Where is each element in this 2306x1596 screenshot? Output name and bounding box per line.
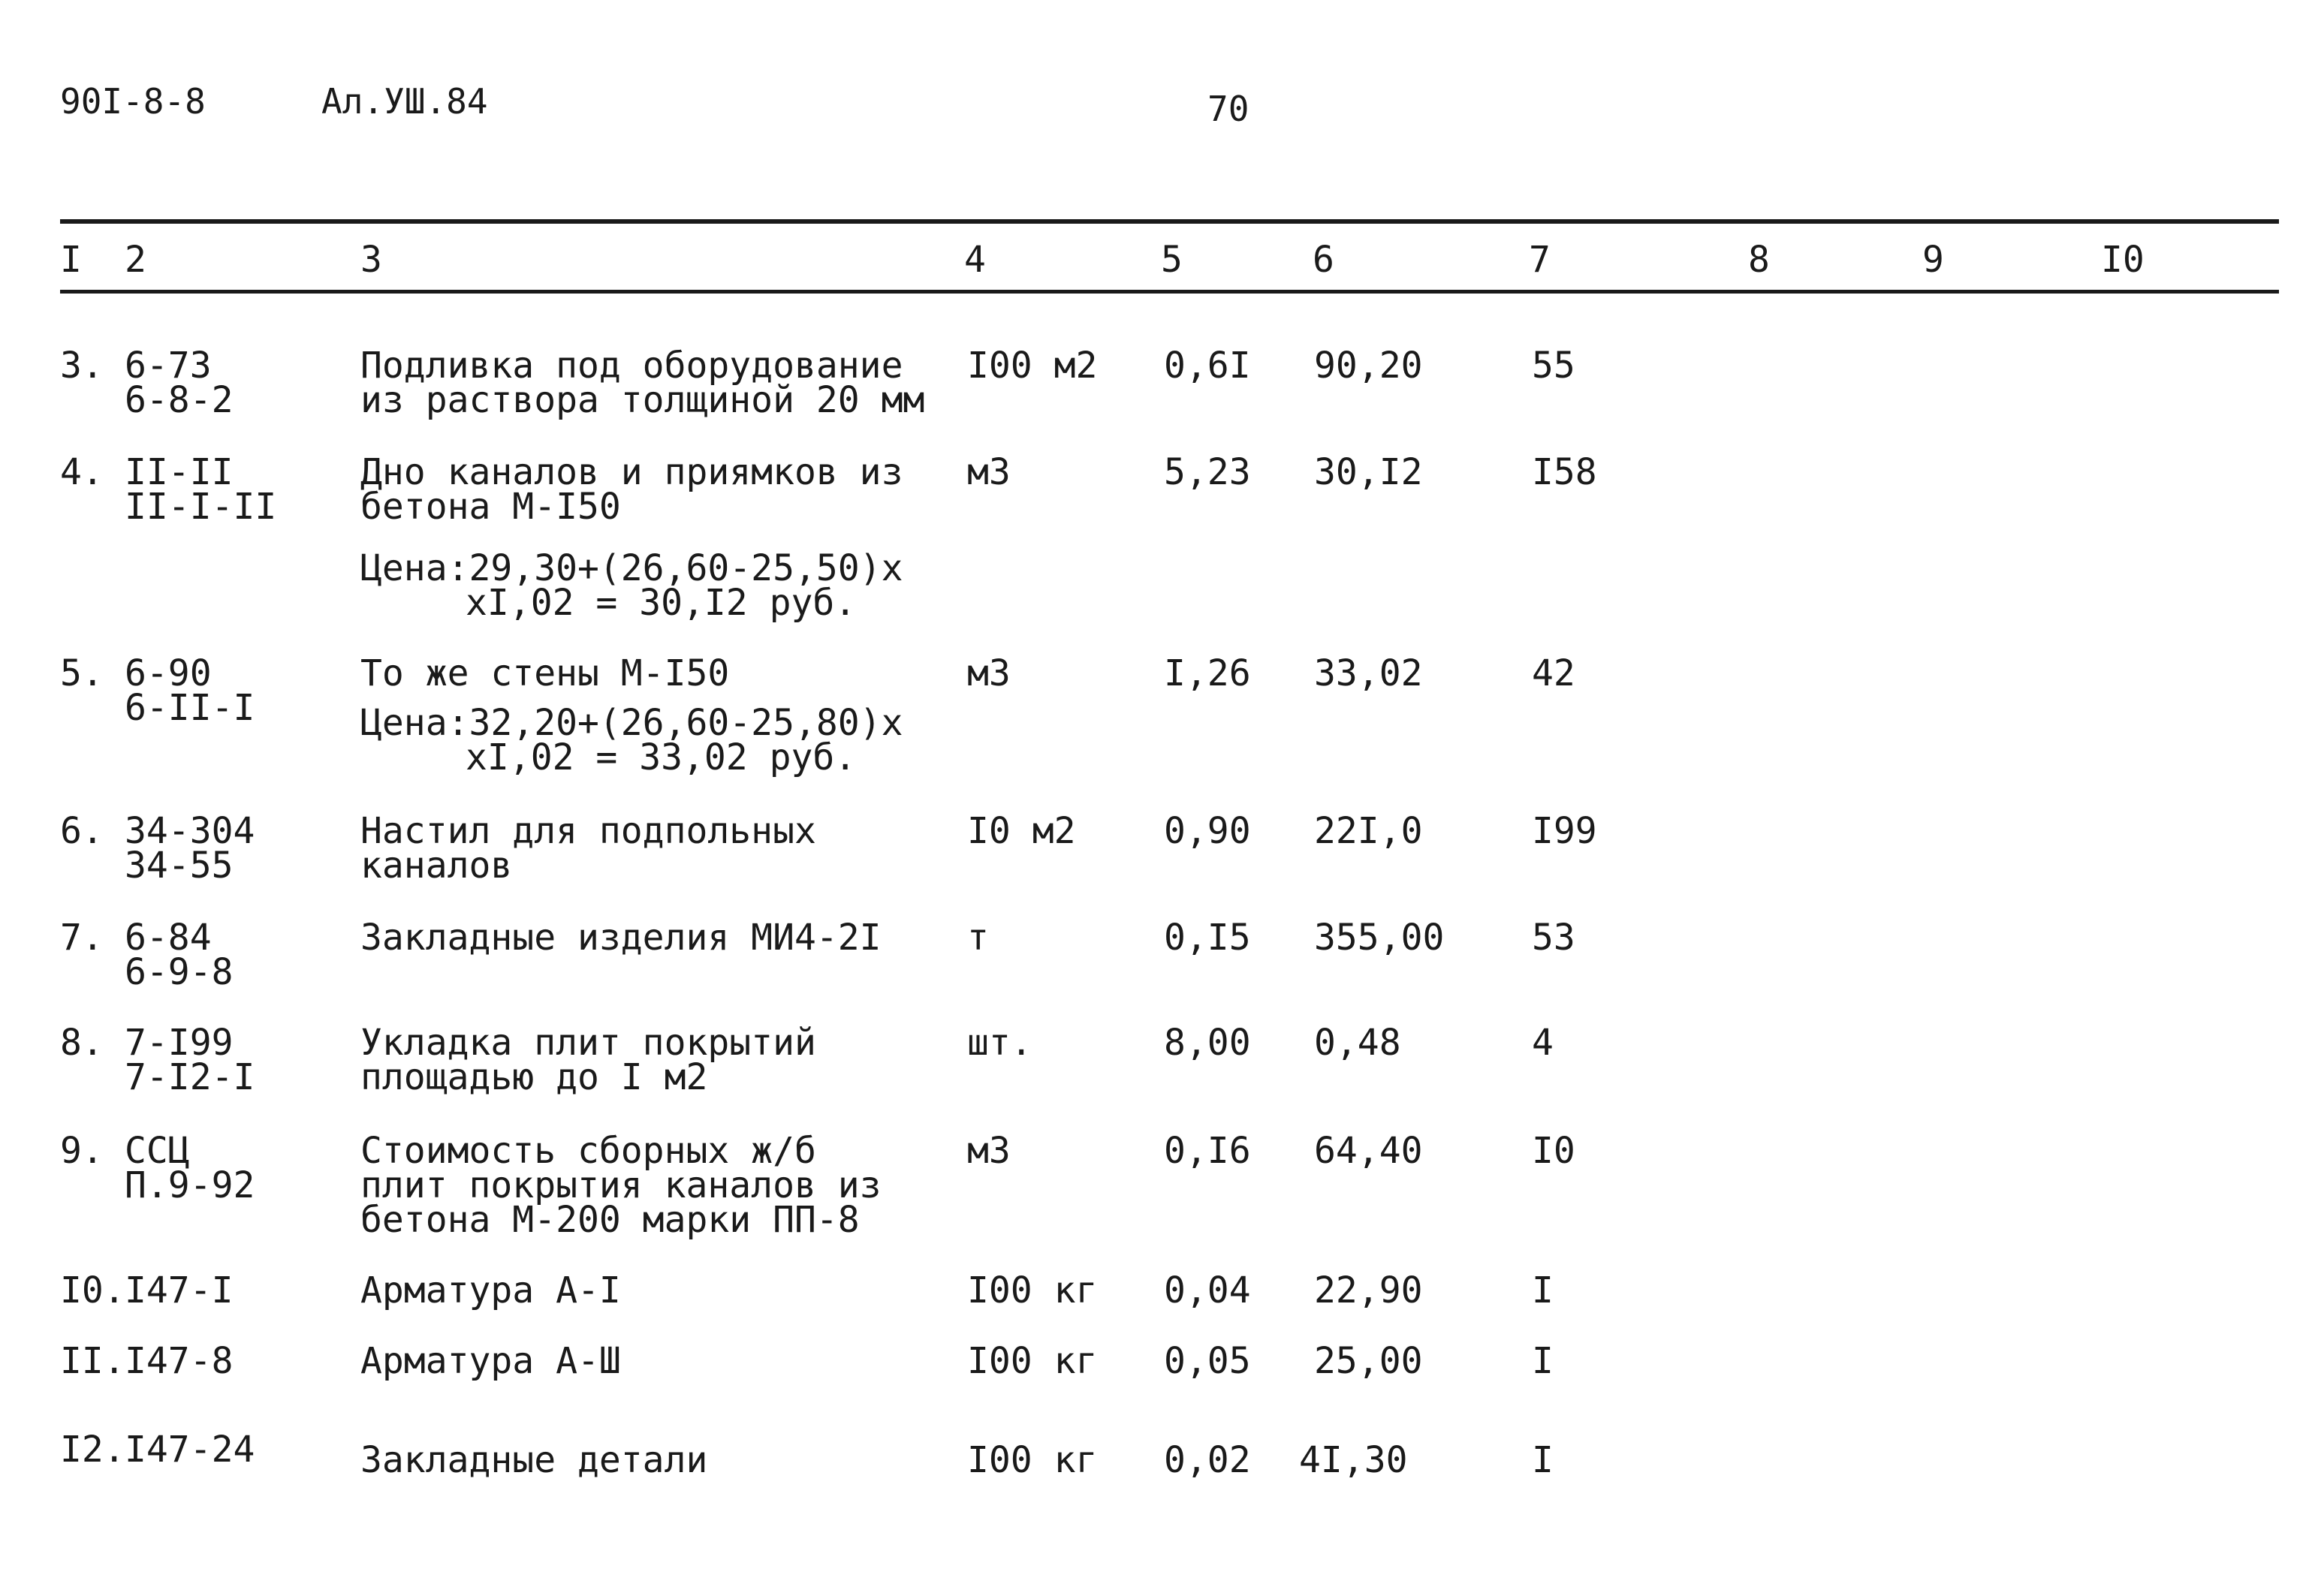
row-total: 42 bbox=[1532, 652, 1575, 694]
row-unit: шт. bbox=[967, 1022, 1032, 1064]
row-total: 4 bbox=[1532, 1022, 1554, 1064]
row-description bbox=[360, 345, 925, 421]
row-unit: м3 bbox=[967, 451, 1011, 493]
row-code: 6-84 bbox=[125, 917, 212, 959]
row-code: I47-8 bbox=[125, 1340, 234, 1382]
row-unit: м3 bbox=[967, 652, 1011, 694]
desc-line: Подливка под оборудование bbox=[360, 345, 903, 387]
col-head-5: 5 bbox=[1161, 239, 1183, 281]
row-total: I58 bbox=[1532, 451, 1597, 493]
row-codes bbox=[125, 345, 234, 421]
page-number: 70 bbox=[1207, 89, 1249, 129]
row-total: 53 bbox=[1532, 917, 1575, 959]
row-index: 8. bbox=[60, 1022, 104, 1064]
row-index: 3. bbox=[60, 345, 104, 387]
row-unit: I00 кг bbox=[967, 1269, 1098, 1311]
row-price: 25,00 bbox=[1314, 1340, 1423, 1382]
desc-line: Закладные детали bbox=[360, 1439, 708, 1481]
row-index: 4. bbox=[60, 451, 104, 493]
row-codes bbox=[125, 1022, 255, 1098]
row-quantity: 0,6I bbox=[1164, 345, 1251, 387]
row-code: I47-I bbox=[125, 1269, 234, 1311]
row-total: I0 bbox=[1532, 1130, 1575, 1172]
row-code: 7-I2-I bbox=[125, 1056, 255, 1098]
row-price: 22I,0 bbox=[1314, 810, 1423, 852]
row-codes bbox=[125, 1429, 255, 1471]
row-unit: м3 bbox=[967, 1130, 1011, 1172]
col-head-7: 7 bbox=[1529, 239, 1551, 281]
row-description bbox=[360, 1022, 816, 1098]
row-index: I2. bbox=[60, 1429, 125, 1471]
desc-line: Закладные изделия МИ4-2I bbox=[360, 917, 882, 959]
col-head-2: 2 bbox=[125, 239, 146, 281]
row-quantity: 8,00 bbox=[1164, 1022, 1251, 1064]
note-line: Цена:29,30+(26,60-25,50)х bbox=[360, 547, 903, 589]
row-index: I0. bbox=[60, 1269, 125, 1311]
row-total: 55 bbox=[1532, 345, 1575, 387]
row-index: 9. bbox=[60, 1130, 104, 1172]
desc-line: Стоимость сборных ж/б bbox=[360, 1130, 816, 1172]
row-codes bbox=[125, 1269, 234, 1311]
row-code: 6-8-2 bbox=[125, 379, 234, 421]
col-head-3: 3 bbox=[360, 239, 382, 281]
row-code: ССЦ bbox=[125, 1130, 190, 1172]
desc-line: Дно каналов и приямков из bbox=[360, 451, 903, 493]
note-line: хI,02 = 30,I2 руб. bbox=[466, 582, 857, 624]
col-head-6: 6 bbox=[1313, 239, 1334, 281]
col-head-1: I bbox=[60, 239, 82, 281]
note-line: хI,02 = 33,02 руб. bbox=[466, 736, 857, 778]
row-description bbox=[360, 1340, 621, 1382]
desc-line: каналов bbox=[360, 845, 513, 887]
row-price-note bbox=[360, 702, 903, 778]
row-quantity: 0,I6 bbox=[1164, 1130, 1251, 1172]
row-codes bbox=[125, 1130, 255, 1206]
row-quantity: 0,02 bbox=[1164, 1439, 1251, 1481]
desc-line: из раствора толщиной 20 мм bbox=[360, 379, 925, 421]
row-index: 5. bbox=[60, 652, 104, 694]
row-price: 355,00 bbox=[1314, 917, 1445, 959]
row-price: 33,02 bbox=[1314, 652, 1423, 694]
desc-line: То же стены М-I50 bbox=[360, 652, 730, 694]
row-code: 34-304 bbox=[125, 810, 255, 852]
row-codes bbox=[125, 652, 255, 729]
row-unit: т bbox=[967, 917, 989, 959]
desc-line: Укладка плит покрытий bbox=[360, 1022, 816, 1064]
col-head-8: 8 bbox=[1748, 239, 1770, 281]
row-code: 7-I99 bbox=[125, 1022, 234, 1064]
row-code: 6-73 bbox=[125, 345, 212, 387]
row-price: 64,40 bbox=[1314, 1130, 1423, 1172]
note-line: Цена:32,20+(26,60-25,80)х bbox=[360, 702, 903, 744]
row-description bbox=[360, 1439, 708, 1481]
row-codes bbox=[125, 917, 234, 993]
album-code: Ал.УШ.84 bbox=[321, 81, 488, 122]
row-index: 7. bbox=[60, 917, 104, 959]
row-quantity: I,26 bbox=[1164, 652, 1251, 694]
row-unit: I00 м2 bbox=[967, 345, 1098, 387]
desc-line: плит покрытия каналов из bbox=[360, 1164, 882, 1206]
row-unit: I00 кг bbox=[967, 1439, 1098, 1481]
row-quantity: 0,I5 bbox=[1164, 917, 1251, 959]
row-code: П.9-92 bbox=[125, 1164, 255, 1206]
row-description bbox=[360, 652, 730, 694]
desc-line: бетона М-200 марки ПП-8 bbox=[360, 1199, 860, 1241]
table-top-rule bbox=[60, 219, 2279, 224]
row-price: 30,I2 bbox=[1314, 451, 1423, 493]
row-unit: I00 кг bbox=[967, 1340, 1098, 1382]
col-head-9: 9 bbox=[1922, 239, 1944, 281]
row-total: I bbox=[1532, 1340, 1554, 1382]
row-quantity: 0,05 bbox=[1164, 1340, 1251, 1382]
row-description bbox=[360, 451, 903, 528]
row-index: 6. bbox=[60, 810, 104, 852]
row-total: I bbox=[1532, 1269, 1554, 1311]
col-head-10: I0 bbox=[2101, 239, 2145, 281]
desc-line: Арматура А-I bbox=[360, 1269, 621, 1311]
row-code: 6-9-8 bbox=[125, 951, 234, 993]
row-unit: I0 м2 bbox=[967, 810, 1076, 852]
row-total: I99 bbox=[1532, 810, 1597, 852]
row-quantity: 5,23 bbox=[1164, 451, 1251, 493]
row-price: 4I,30 bbox=[1299, 1439, 1408, 1481]
desc-line: Арматура А-Ш bbox=[360, 1340, 621, 1382]
doc-code: 90I-8-8 bbox=[60, 81, 206, 122]
row-price-note bbox=[360, 547, 903, 624]
row-description bbox=[360, 917, 882, 959]
desc-line: площадью до I м2 bbox=[360, 1056, 708, 1098]
row-codes bbox=[125, 451, 277, 528]
row-code: I47-24 bbox=[125, 1429, 255, 1471]
row-quantity: 0,04 bbox=[1164, 1269, 1251, 1311]
row-quantity: 0,90 bbox=[1164, 810, 1251, 852]
row-code: II-II bbox=[125, 451, 234, 493]
row-description bbox=[360, 1130, 882, 1241]
row-code: II-I-II bbox=[125, 486, 277, 528]
col-head-4: 4 bbox=[964, 239, 986, 281]
row-price: 22,90 bbox=[1314, 1269, 1423, 1311]
row-price: 90,20 bbox=[1314, 345, 1423, 387]
row-total: I bbox=[1532, 1439, 1554, 1481]
row-code: 6-90 bbox=[125, 652, 212, 694]
row-description bbox=[360, 1269, 621, 1311]
desc-line: Настил для подпольных bbox=[360, 810, 816, 852]
desc-line: бетона М-I50 bbox=[360, 486, 621, 528]
table-header-rule bbox=[60, 290, 2279, 294]
row-code: 34-55 bbox=[125, 845, 234, 887]
row-index: II. bbox=[60, 1340, 125, 1382]
row-description bbox=[360, 810, 816, 887]
row-codes bbox=[125, 810, 255, 887]
row-code: 6-II-I bbox=[125, 687, 255, 729]
row-price: 0,48 bbox=[1314, 1022, 1401, 1064]
row-codes bbox=[125, 1340, 234, 1382]
